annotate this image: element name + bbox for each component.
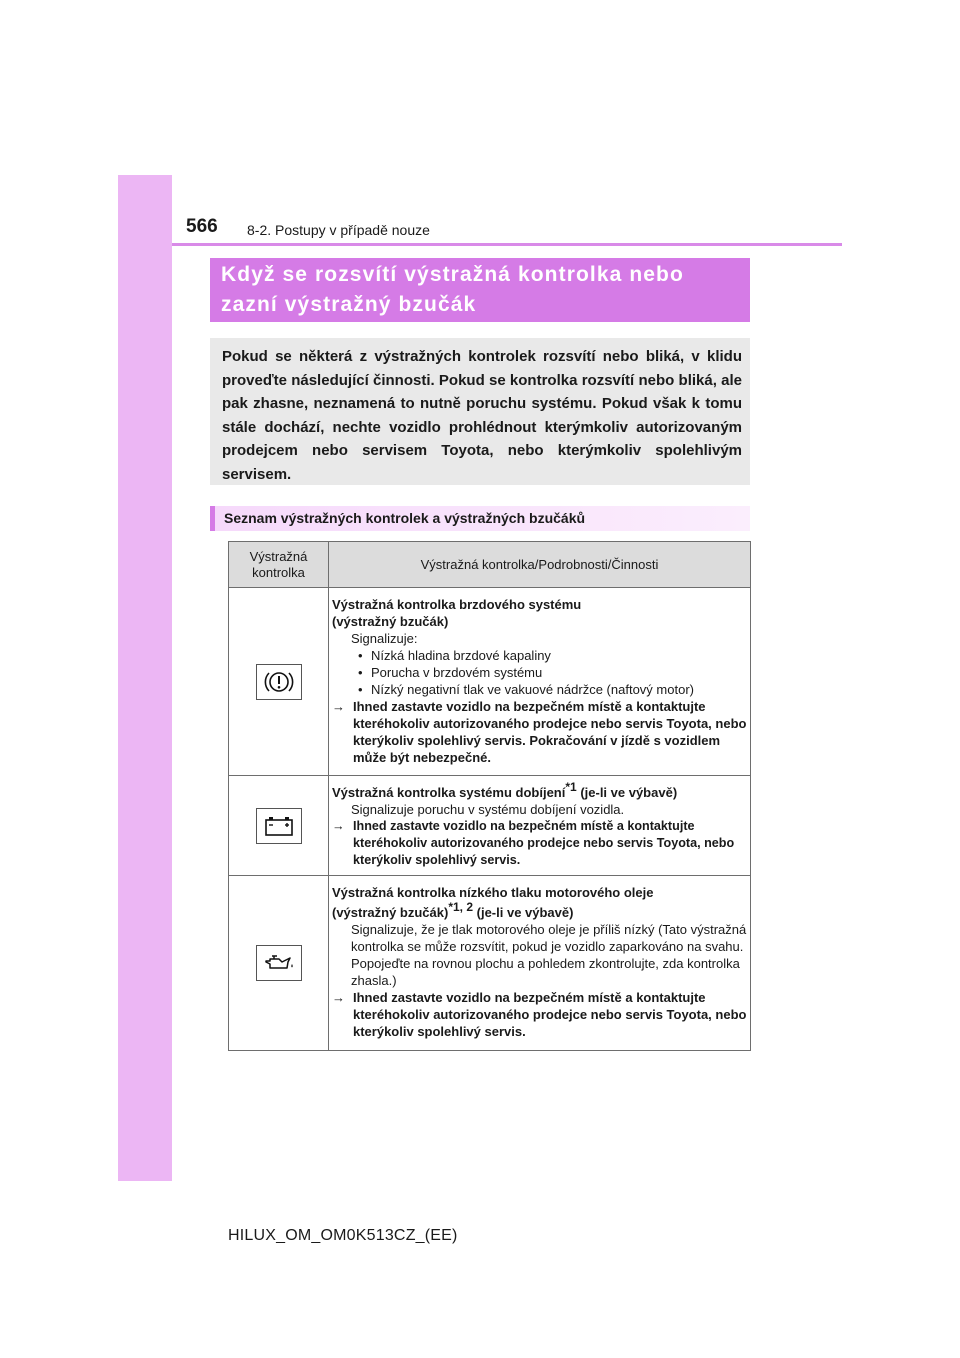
description-cell [329,588,751,776]
intro-text: Pokud se některá z výstražných kontrolek rozsvítí nebo bliká, v klidu proveďte následující činnosti. Pokud se kontrolka rozsvítí nebo bliká, ale pak zhasne, neznamená to nutně poruchu systému. Pokud však k tomu stále dochází, nechte vozidlo prohlédnout kterýmkoliv autorizovaným prodejcem nebo servisem Toyota, nebo kterýmkoliv spolehlivým servisem. [222,348,742,483]
row-title-sub: (výstražný bzučák) [332,614,449,629]
action-instruction: Ihned zastavte vozidlo na bezpečném místě a kontaktujte kteréhokoliv autorizovaného prodejce nebo servis Toyota, nebo kterýkoliv spolehlivý servis. [353,990,747,1039]
section-subheading: Seznam výstražných kontrolek a výstražných bzučáků [210,506,750,531]
action-text [332,818,747,869]
signal-text: Signalizuje, že je tlak motorového oleje je příliš nízký (Tato výstražná kontrolka se může rozsvítit, pokud je vozidlo zaparkováno na svahu. Popojeďte na rovnou plochu a pohledem zkontrolujte, zda kontrolka zhasla.) [351,922,747,988]
row-title-main: (výstražný bzučák) [332,905,449,920]
list-item: • Nízký negativní tlak ve vakuové nádržce (naftový motor) [332,681,747,698]
page-title-line-2: zazní výstražný bzučák [221,293,477,316]
row-title-main: Výstražná kontrolka systému dobíjení [332,785,566,800]
table-row [229,588,751,776]
intro-notice [210,338,750,485]
warning-lights-table [228,541,751,1051]
signal-text: Signalizuje poruchu v systému dobíjení vozidla. [351,802,625,817]
action-instruction: Ihned zastavte vozidlo na bezpečném místě a kontaktujte kteréhokoliv autorizovaného prodejce nebo servis Toyota, nebo kterýkoliv spolehlivý servis. Pokračování v jízdě s vozidlem může být nebezpečné. [353,699,747,765]
list-item: • Porucha v brzdovém systému [332,664,747,681]
indicator-cell [229,588,329,776]
table-row [229,876,751,1051]
arrow-icon: → [332,819,345,833]
row-title: Výstražná kontrolka brzdového systému [332,597,582,612]
row-title: Výstražná kontrolka nízkého tlaku motorového oleje [332,885,654,900]
action-text [332,698,747,766]
footnote-ref: *1 [565,780,577,794]
low-oil-pressure-warning-icon [256,945,302,981]
footnote-ref: *1, 2 [448,900,474,914]
action-text [332,989,747,1040]
header-divider [172,243,842,246]
description-cell [329,776,751,876]
brake-warning-icon [256,664,302,700]
section-reference: 8-2. Postupy v případě nouze [247,222,430,238]
document-code: HILUX_OM_OM0K513CZ_(EE) [228,1227,458,1244]
row-title-tail: (je-li ve výbavě) [576,785,678,800]
row-title-tail: (je-li ve výbavě) [473,905,574,920]
description-cell [329,876,751,1051]
column-header-details: Výstražná kontrolka/Podrobnosti/Činnosti [329,542,751,588]
action-instruction: Ihned zastavte vozidlo na bezpečném místě a kontaktujte kteréhokoliv autorizovaného prodejce nebo servis Toyota, nebo kterýkoliv spolehlivý servis. [353,819,735,867]
row-title [332,780,747,801]
list-item: • Nízká hladina brzdové kapaliny [332,647,747,664]
page-title-line-1: Když se rozsvítí výstražná kontrolka nebo [221,263,684,286]
arrow-icon: → [332,699,345,714]
side-chapter-tab [118,175,172,1181]
table-row [229,776,751,876]
indicator-cell [229,776,329,876]
signal-text: Signalizuje: [351,631,418,646]
battery-charging-warning-icon [256,808,302,844]
page-title [210,258,750,322]
table-header-row [229,542,751,588]
page-number: 566 [186,216,218,237]
row-title-sub [332,900,747,921]
column-header-indicator: Výstražná kontrolka [229,542,329,588]
indicator-cell [229,876,329,1051]
arrow-icon: → [332,990,345,1005]
